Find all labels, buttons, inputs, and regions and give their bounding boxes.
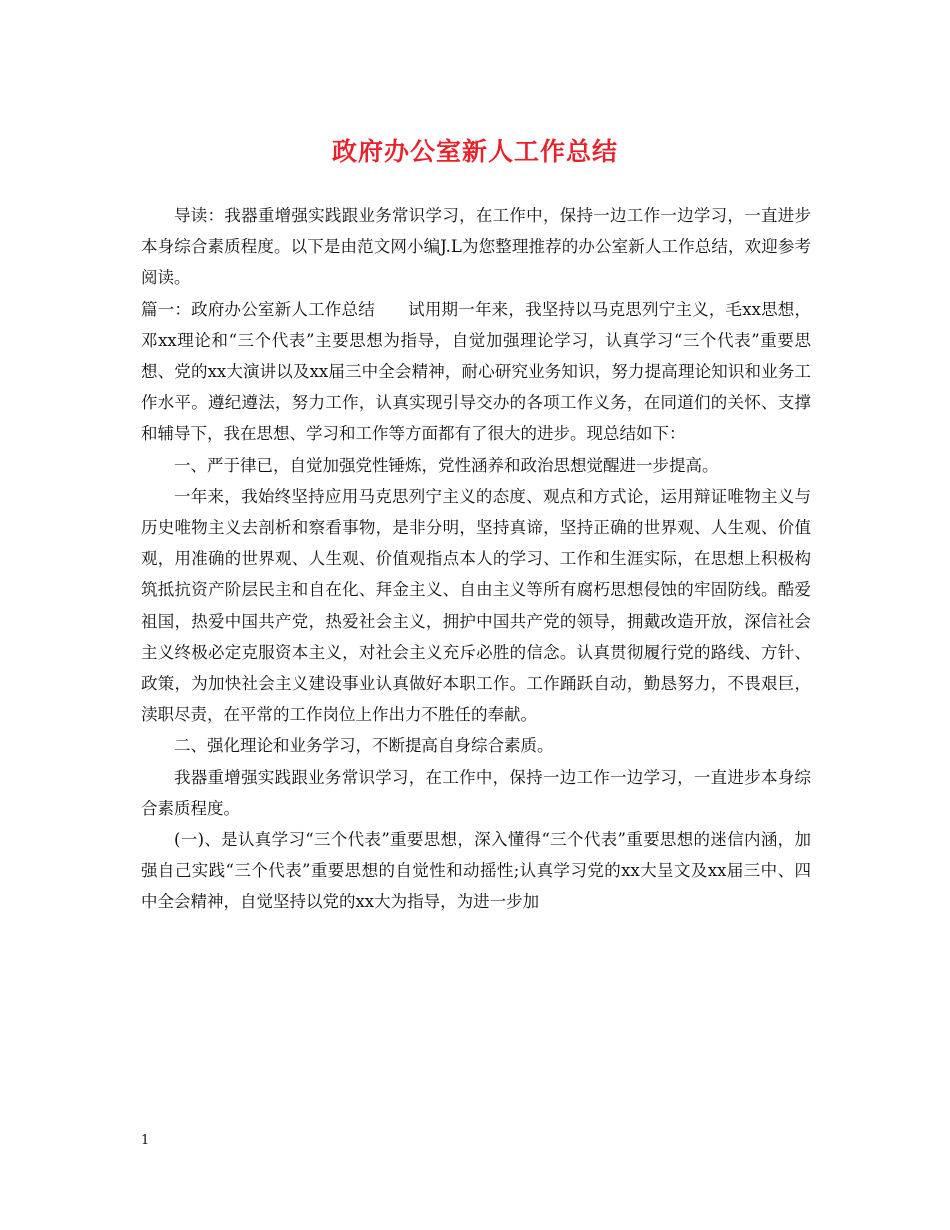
intro-paragraph: 导读：我器重增强实践跟业务常识学习，在工作中，保持一边工作一边学习，一直进步本身综合素质程度。以下是由范文网小编J.L为您整理推荐的办公室新人工作总结，欢迎参考阅读。	[141, 206, 811, 288]
page-number: 1	[141, 1133, 150, 1148]
part1-text: 试用期一年来，我坚持以马克思列宁主义，毛xx思想，邓xx理论和“三个代表”主要思想为指导，自觉加强理论学习，认真学习“三个代表”重要思想、党的xx大演讲以及xx届三中全会精神，耐心研究业务知识，努力提高理论知识和业务工作水平。遵纪遵法，努力工作，认真实现引导交办的各项工作义务，在同道们的关怀、支撑和辅导下，我在思想、学习和工作等方面都有了很大的进步。现总结如下：	[141, 299, 811, 444]
section1-heading: 一、严于律已，自觉加强党性锤炼，党性涵养和政治思想觉醒进一步提高。	[174, 455, 719, 475]
document-title: 政府办公室新人工作总结	[331, 137, 618, 166]
part1-heading: 篇一：政府办公室新人工作总结	[141, 299, 375, 319]
part1-paragraph	[141, 294, 811, 450]
section2-heading: 二、强化理论和业务学习，不断提高自身综合素质。	[174, 736, 554, 756]
section2-item1-paragraph: (一)、是认真学习“三个代表”重要思想，深入懂得“三个代表”重要思想的迷信内涵，加强自己实践“三个代表”重要思想的自觉性和动摇性;认真学习党的xx大呈文及xx届三中、四中全会精神，自觉坚持以党的xx大为指导，为进一步加	[141, 830, 811, 912]
document-body	[141, 200, 811, 918]
section1-paragraph: 一年来，我始终坚持应用马克思列宁主义的态度、观点和方式论，运用辩证唯物主义与历史唯物主义去剖析和察看事物，是非分明，坚持真谛，坚持正确的世界观、人生观、价值观，用准确的世界观、人生观、价值观指点本人的学习、工作和生涯实际，在思想上积极构筑抵抗资产阶层民主和自在化、拜金主义、自由主义等所有腐朽思想侵蚀的牢固防线。酷爱祖国，热爱中国共产党，热爱社会主义，拥护中国共产党的领导，拥戴改造开放，深信社会主义终极必定克服资本主义，对社会主义充斥必胜的信念。认真贯彻履行党的路线、方针、政策，为加快社会主义建设事业认真做好本职工作。工作踊跃自动，勤恳努力，不畏艰巨，渎职尽责，在平常的工作岗位上作出力不胜任的奉献。	[141, 486, 811, 725]
section2-paragraph: 我器重增强实践跟业务常识学习，在工作中，保持一边工作一边学习，一直进步本身综合素质程度。	[141, 767, 811, 818]
